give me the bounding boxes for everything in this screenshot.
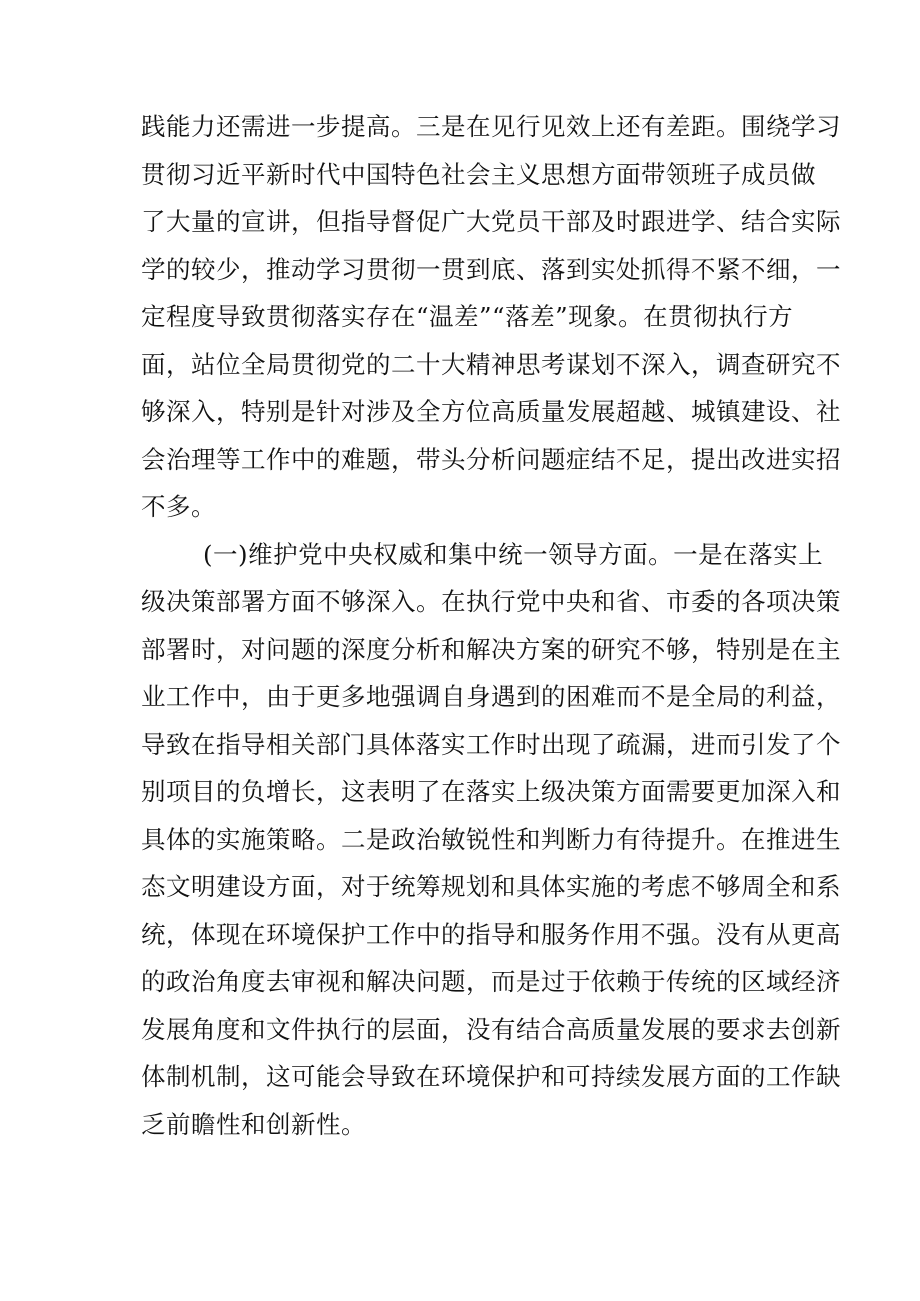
paragraph-line: 部署时，对问题的深度分析和解决方案的研究不够，特别是在主 xyxy=(141,634,841,664)
paragraph-line: 导致在指导相关部门具体落实工作时出现了疏漏，进而引发了个 xyxy=(141,729,841,759)
paragraph-line: 业工作中，由于更多地强调自身遇到的困难而不是全局的利益， xyxy=(141,682,841,711)
paragraph-line: 践能力还需进一步提高。三是在见行见效上还有差距。围绕学习 xyxy=(141,112,841,141)
paragraph-line: 了大量的宣讲，但指导督促广大党员干部及时跟进学、结合实际 xyxy=(141,207,841,236)
paragraph-line: 不多。 xyxy=(141,492,216,521)
paragraph-line: 乏前瞻性和创新性。 xyxy=(141,1109,366,1139)
paragraph-line: 学的较少，推动学习贯彻一贯到底、落到实处抓得不紧不细，一 xyxy=(141,254,841,284)
paragraph-line: (一)维护党中央权威和集中统一领导方面。一是在落实上 xyxy=(203,539,824,569)
paragraph-line: 够深入，特别是针对涉及全方位高质量发展超越、城镇建设、社 xyxy=(141,397,841,426)
paragraph-line: 会治理等工作中的难题，带头分析问题症结不足，提出改进实招 xyxy=(141,444,841,474)
paragraph-line: 别项目的负增长，这表明了在落实上级决策方面需要更加深入和 xyxy=(141,777,841,806)
paragraph-line: 的政治角度去审视和解决问题，而是过于依赖于传统的区域经济 xyxy=(141,967,841,996)
paragraph-line: 态文明建设方面，对于统筹规划和具体实施的考虑不够周全和系 xyxy=(141,872,841,901)
paragraph-line: 级决策部署方面不够深入。在执行党中央和省、市委的各项决策 xyxy=(141,587,841,616)
paragraph-line: 面，站位全局贯彻党的二十大精神思考谋划不深入，调查研究不 xyxy=(141,349,841,379)
paragraph-line: 体制机制，这可能会导致在环境保护和可持续发展方面的工作缺 xyxy=(141,1062,841,1091)
paragraph-line: 具体的实施策略。二是政治敏锐性和判断力有待提升。在推进生 xyxy=(141,824,841,854)
paragraph-line: 定程度导致贯彻落实存在“温差”“落差”现象。在贯彻执行方 xyxy=(141,302,794,331)
paragraph-line: 贯彻习近平新时代中国特色社会主义思想方面带领班子成员做 xyxy=(141,159,816,189)
paragraph-line: 统，体现在环境保护工作中的指导和服务作用不强。没有从更高 xyxy=(141,919,841,949)
paragraph-line: 发展角度和文件执行的层面，没有结合高质量发展的要求去创新 xyxy=(141,1014,841,1044)
